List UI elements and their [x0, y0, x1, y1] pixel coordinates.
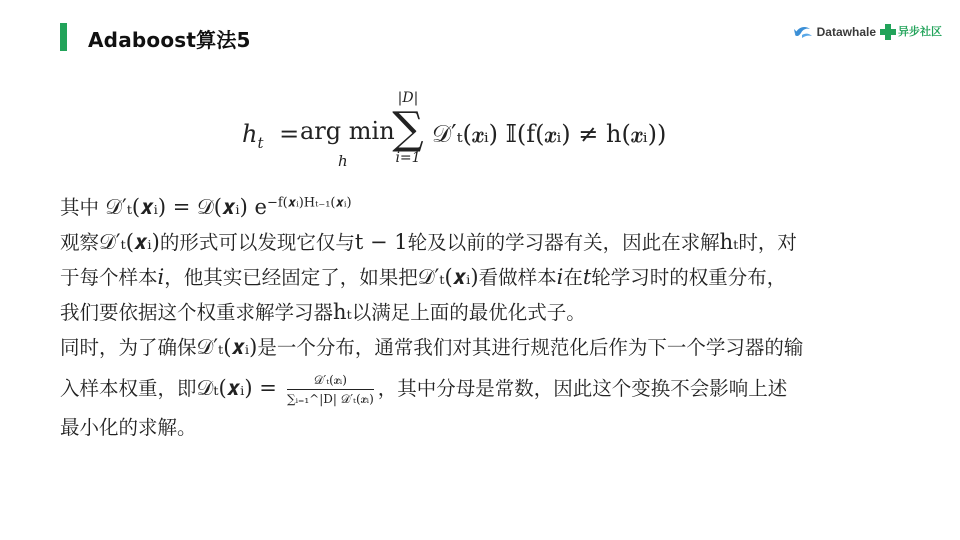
sum-upper-limit: |D| — [397, 90, 419, 106]
body-line-1: 其中 𝒟′ₜ(𝒙ᵢ) = 𝒟(𝒙ᵢ) $e^{-f(𝒙ᵢ)H_{t-1}(𝒙ᵢ)}$ — [60, 195, 352, 219]
body-line-6: 入样本权重，即𝒟ₜ(𝒙ᵢ) = $\frac{\text{𝒟′ₜ(𝒙ᵢ)}}{\text{∑ᵢ₌₁\textasciicircum{}|D| 𝒟′ₜ(𝒙ᵢ)}}$ ，其中分母是常数，因此这个变换不会影响上述 — [60, 373, 788, 406]
body-line-7: 最小化的求解。 — [60, 416, 197, 439]
body-line-2: 观察𝒟′ₜ(𝒙ᵢ)的形式可以发现它仅与t − 1轮及以前的学习器有关，因此在求解hₜ时，对 — [60, 230, 797, 254]
logo-group — [793, 18, 942, 46]
formula-sum — [390, 90, 426, 166]
formula-argmin: arg min — [300, 117, 395, 145]
community-text: 异步社区 — [898, 25, 942, 38]
whale-icon — [793, 23, 813, 41]
datawhale-text: Datawhale — [816, 25, 876, 39]
slide-title: Adaboost算法5 — [88, 28, 251, 52]
formula-argmin-subscript: h — [338, 152, 348, 170]
body-paragraph — [60, 190, 920, 445]
fraction-denominator: ∑ᵢ₌₁^|D| 𝒟′ₜ(𝒙ᵢ) — [287, 392, 374, 406]
community-plus-icon — [880, 24, 896, 40]
community-logo — [880, 24, 942, 40]
title-accent-bar — [60, 23, 67, 51]
body-line-5: 同时，为了确保𝒟′ₜ(𝒙ᵢ)是一个分布，通常我们对其进行规范化后作为下一个学习器的输 — [60, 335, 804, 359]
body-line-3: 于每个样本i，他其实已经固定了，如果把𝒟′ₜ(𝒙ᵢ)看做样本i在t轮学习时的权重分布， — [60, 265, 787, 289]
body-line-4: 我们要依据这个权重求解学习器hₜ以满足上面的最优化式子。 — [60, 300, 586, 324]
normalization-fraction — [287, 373, 374, 406]
datawhale-logo — [793, 23, 876, 41]
formula-rhs: 𝒟′ₜ(𝒙ᵢ) 𝕀(f(𝒙ᵢ) ≠ h(𝒙ᵢ)) — [432, 120, 667, 148]
fraction-numerator: 𝒟′ₜ(𝒙ᵢ) — [287, 373, 374, 390]
sum-lower-limit: i=1 — [395, 150, 421, 166]
sum-sign: ∑ — [392, 103, 424, 154]
formula-lhs: $h_t$ = — [242, 120, 300, 152]
display-formula — [240, 90, 730, 180]
